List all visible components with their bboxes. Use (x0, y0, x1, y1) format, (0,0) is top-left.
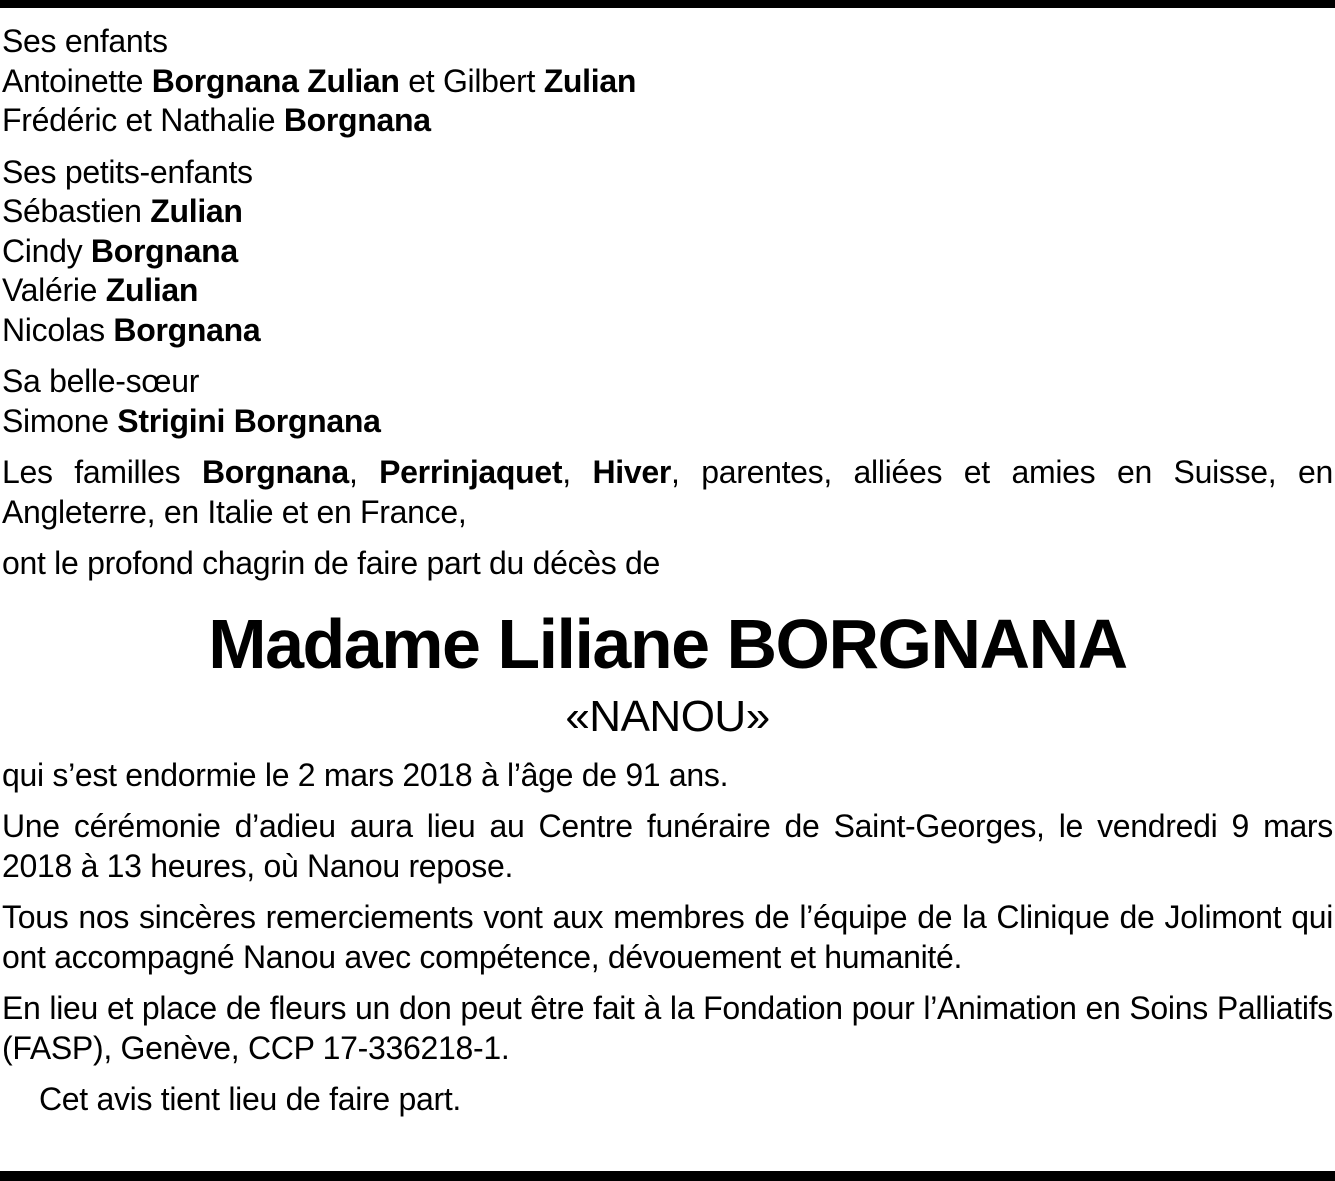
deceased-nickname: «NANOU» (565, 691, 770, 741)
families-rest: , parentes, alliées et amies en Suisse, en Angleterre, en Italie et en France, (2, 454, 1333, 530)
families-separator: , (348, 454, 380, 490)
children-line-2 (2, 101, 1333, 141)
families-paragraph (2, 453, 1333, 532)
donation-paragraph: En lieu et place de fleurs un don peut être fait à la Fondation pour l’Animation en Soins Palliatifs (FASP), Genève, CCP 17-336218-1. (2, 990, 1333, 1066)
thanks-paragraph: Tous nos sincères remerciements vont aux membres de l’équipe de la Clinique de Jolimont qui ont accompagné Nanou avec compétence, dévouement et humanité. (2, 899, 1333, 975)
grandchild-surname: Borgnana (113, 311, 261, 348)
grandchild-first-name: Nicolas (2, 311, 114, 348)
grandchild-surname: Zulian (105, 272, 199, 308)
family-name: Perrinjaquet (379, 454, 563, 490)
child-surname: Borgnana (283, 102, 431, 138)
grandchild-item (2, 271, 1333, 311)
families-separator: , (562, 454, 593, 490)
grandchildren-heading: Ses petits-enfants (2, 153, 253, 190)
grandchild-first-name: Valérie (2, 272, 106, 308)
child-first-name: Antoinette (2, 62, 152, 99)
deceased-name: Madame Liliane BORGNANA (208, 604, 1127, 683)
grandchild-surname: Zulian (150, 193, 243, 229)
children-section (2, 22, 1333, 141)
child-spouse-surname: Zulian (543, 62, 637, 99)
sister-in-law-surname: Strigini Borgnana (117, 402, 381, 439)
obituary-notice (2, 22, 1333, 1132)
children-heading: Ses enfants (2, 23, 168, 59)
child-first-names: Frédéric et Nathalie (2, 102, 284, 138)
families-prefix: Les familles (2, 454, 202, 490)
family-name: Hiver (592, 454, 672, 490)
child-surname: Borgnana Zulian (151, 62, 400, 99)
sister-in-law-first-name: Simone (2, 402, 118, 439)
grandchild-first-name: Sébastien (2, 193, 151, 229)
sister-in-law-name (2, 402, 1333, 442)
grandchild-surname: Borgnana (90, 232, 238, 269)
child-spouse: et Gilbert (399, 62, 544, 99)
sister-in-law-section (2, 362, 1333, 441)
closing-line: Cet avis tient lieu de faire part. (39, 1081, 462, 1117)
sister-in-law-heading: Sa belle-sœur (2, 363, 200, 399)
grandchild-first-name: Cindy (2, 232, 91, 269)
top-rule (0, 0, 1335, 8)
children-line-1 (2, 62, 1333, 102)
grandchild-item (2, 192, 1333, 232)
family-name: Borgnana (201, 454, 349, 490)
announcement-text: ont le profond chagrin de faire part du décès de (2, 545, 661, 581)
grandchildren-section (2, 153, 1333, 351)
death-paragraph: qui s’est endormie le 2 mars 2018 à l’âge de 91 ans. (2, 756, 729, 793)
grandchild-item (2, 311, 1333, 351)
bottom-rule (0, 1171, 1335, 1181)
grandchild-item (2, 232, 1333, 272)
ceremony-paragraph: Une cérémonie d’adieu aura lieu au Centre funéraire de Saint-Georges, le vendredi 9 mars 2018 à 13 heures, où Nanou repose. (2, 808, 1333, 884)
